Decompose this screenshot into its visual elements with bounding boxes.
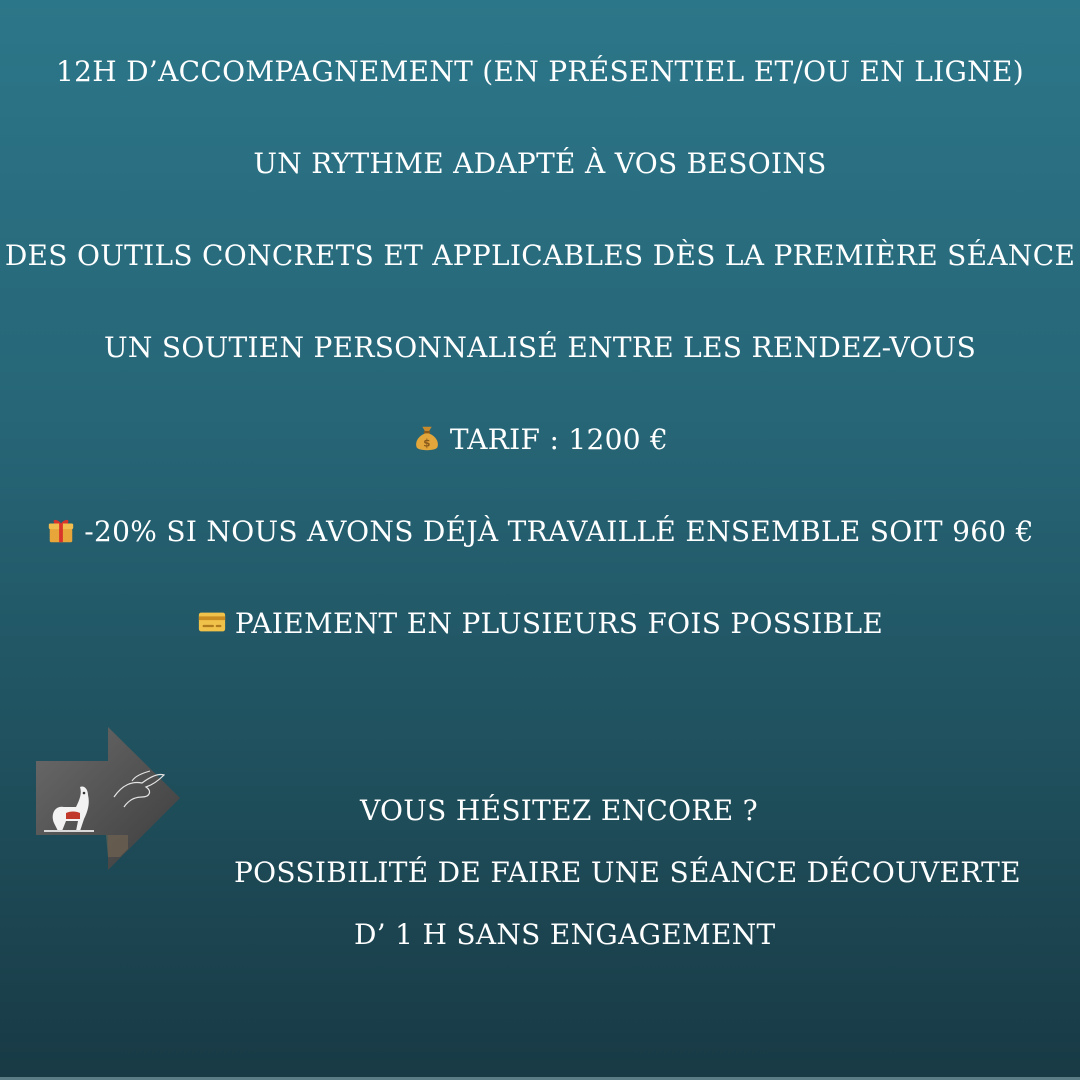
feature-support: UN SOUTIEN PERSONNALISÉ ENTRE LES RENDEZ-VOUS — [103, 331, 977, 364]
feature-tools: DES OUTILS CONCRETS ET APPLICABLES DÈS LA PREMIÈRE SÉANCE — [4, 239, 1076, 272]
svg-text:$: $ — [423, 437, 431, 450]
feature-hours: 12H D’ACCOMPAGNEMENT (EN PRÉSENTIEL ET/OU EN LIGNE) — [56, 55, 1024, 88]
cta-discovery-line1: POSSIBILITÉ DE FAIRE UNE SÉANCE DÉCOUVERTE — [234, 856, 1021, 889]
payment-text: PAIEMENT EN PLUSIEURS FOIS POSSIBLE — [234, 607, 884, 640]
arrow-horse-illustration — [36, 727, 180, 870]
payment-line — [0, 604, 1080, 644]
discount-text: -20% SI NOUS AVONS DÉJÀ TRAVAILLÉ ENSEMBLE SOIT 960 € — [84, 515, 1034, 548]
cta-discovery-line2: D’ 1 H SANS ENGAGEMENT — [354, 918, 776, 951]
discount-line — [0, 512, 1080, 552]
credit-card-icon — [197, 607, 227, 637]
cta-question: VOUS HÉSITEZ ENCORE ? — [360, 794, 758, 827]
price-text: TARIF : 1200 € — [449, 423, 669, 456]
gift-icon — [46, 515, 76, 545]
feature-rhythm: UN RYTHME ADAPTÉ À VOS BESOINS — [253, 147, 827, 180]
money-bag-icon — [412, 423, 442, 453]
price-line — [0, 420, 1080, 460]
